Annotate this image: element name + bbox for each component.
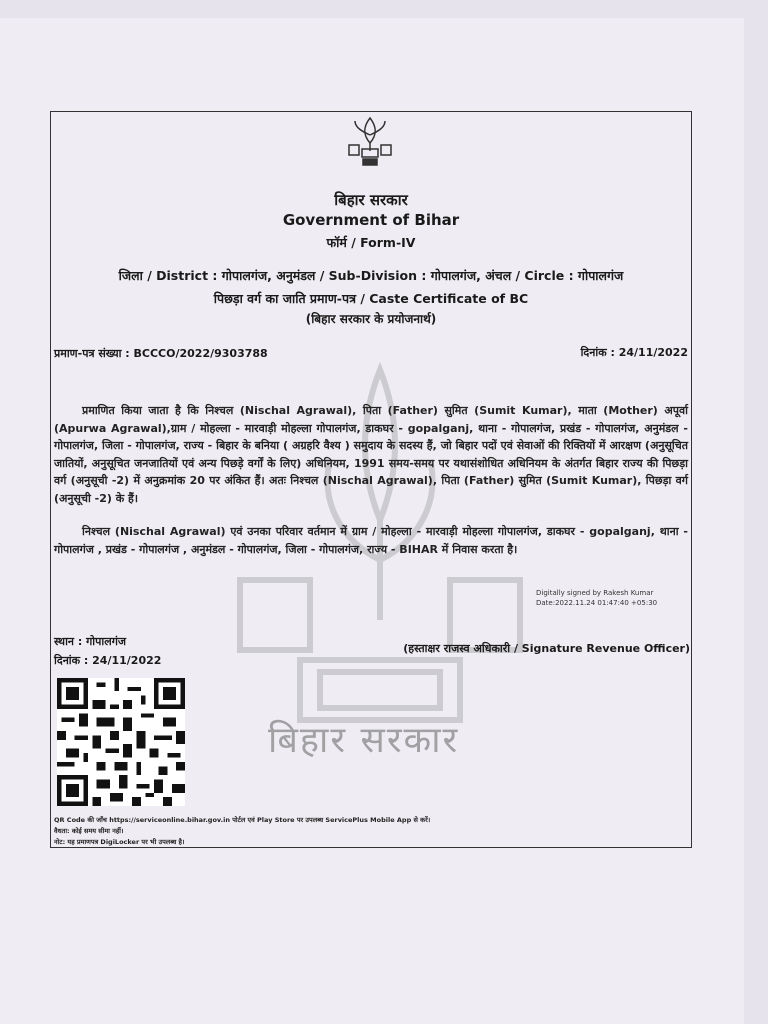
signature-officer: (हस्ताक्षर राजस्व अधिकारी / Signature Revenue Officer) (403, 642, 690, 655)
certificate-purpose: (बिहार सरकार के प्रयोजनार्थ) (305, 312, 437, 326)
place-label: स्थान : गोपालगंज (54, 635, 127, 648)
footer-digilocker-note: नोट: यह प्रमाणपत्र DigiLocker पर भी उपलब्ध है। (54, 838, 185, 846)
location-line: जिला / District : गोपालगंज, अनुमंडल / Sub-Division : गोपालगंज, अंचल / Circle : गोपालगंज (118, 268, 624, 283)
certificate-number: प्रमाण-पत्र संख्या : BCCCO/2022/9303788 (54, 347, 268, 360)
footer-qr-instructions: QR Code की जाँच https://serviceonline.bihar.gov.in पोर्टल एवं Play Store पर उपलब्ध ServicePlus Mobile App से करें। (54, 816, 431, 824)
digital-signature-date: Date:2022.11.24 01:47:40 +05:30 (536, 599, 658, 607)
residence-paragraph: निश्चल (Nischal Agrawal) एवं उनका परिवार वर्तमान में ग्राम / मोहल्ला - मारवाड़ी मोहल्ला गोपालगंज, डाकघर - gopalganj, थाना - गोपालगंज , प्रखंड - गोपालगंज , अनुमंडल - गोपालगंज, जिला - गोपालगंज, राज्य - BIHAR में निवास करता है। (54, 525, 688, 556)
certificate-body-paragraph: प्रमाणित किया जाता है कि निश्चल (Nischal Agrawal), पिता (Father) सुमित (Sumit Kumar), माता (Mother) अपूर्वा (Apurwa Agrawal),ग्राम / मोहल्ला - मारवाड़ी मोहल्ला गोपालगंज, डाकघर - gopalganj, थाना - गोपालगंज, प्रखंड - गोपालगंज, अनुमंडल - गोपालगंज, जिला - गोपालगंज, राज्य - बिहार के बनिया ( अग्रहरि वैश्य ) समुदाय के सदस्य हैं, जो बिहार पदों एवं सेवाओं की रिक्तियों में आरक्षण (अनुसूचित जातियों, अनुसूचित जनजातियों एवं अन्य पिछड़े वर्गों के लिए) अधिनियम, 1991 समय-समय पर यथासंशोधित अधिनियम के अंतर्गत बिहार राज्य की पिछड़ा वर्ग (अनुसूची -2) में अनुक्रमांक 20 पर अंकित हैं। अतः निश्चल (Nischal Agrawal), पिता (Father) सुमित (Sumit Kumar), पिछड़ा वर्ग (अनुसूची -2) के हैं। (54, 404, 688, 505)
digital-signature-name: Digitally signed by Rakesh Kumar (536, 589, 654, 597)
watermark-text: बिहार सरकार (268, 720, 460, 761)
signature-date: दिनांक : 24/11/2022 (54, 654, 162, 667)
form-number: फॉर्म / Form-IV (326, 235, 416, 250)
certificate-type: पिछड़ा वर्ग का जाति प्रमाण-पत्र / Caste Certificate of BC (213, 291, 529, 306)
qr-code-icon (57, 675, 185, 809)
title-english: Government of Bihar (282, 211, 460, 229)
title-hindi: बिहार सरकार (334, 191, 408, 209)
issue-date: दिनांक : 24/11/2022 (580, 346, 688, 359)
state-emblem-icon (343, 115, 397, 167)
footer-validity: वैधता: कोई समय सीमा नहीं। (54, 827, 124, 835)
